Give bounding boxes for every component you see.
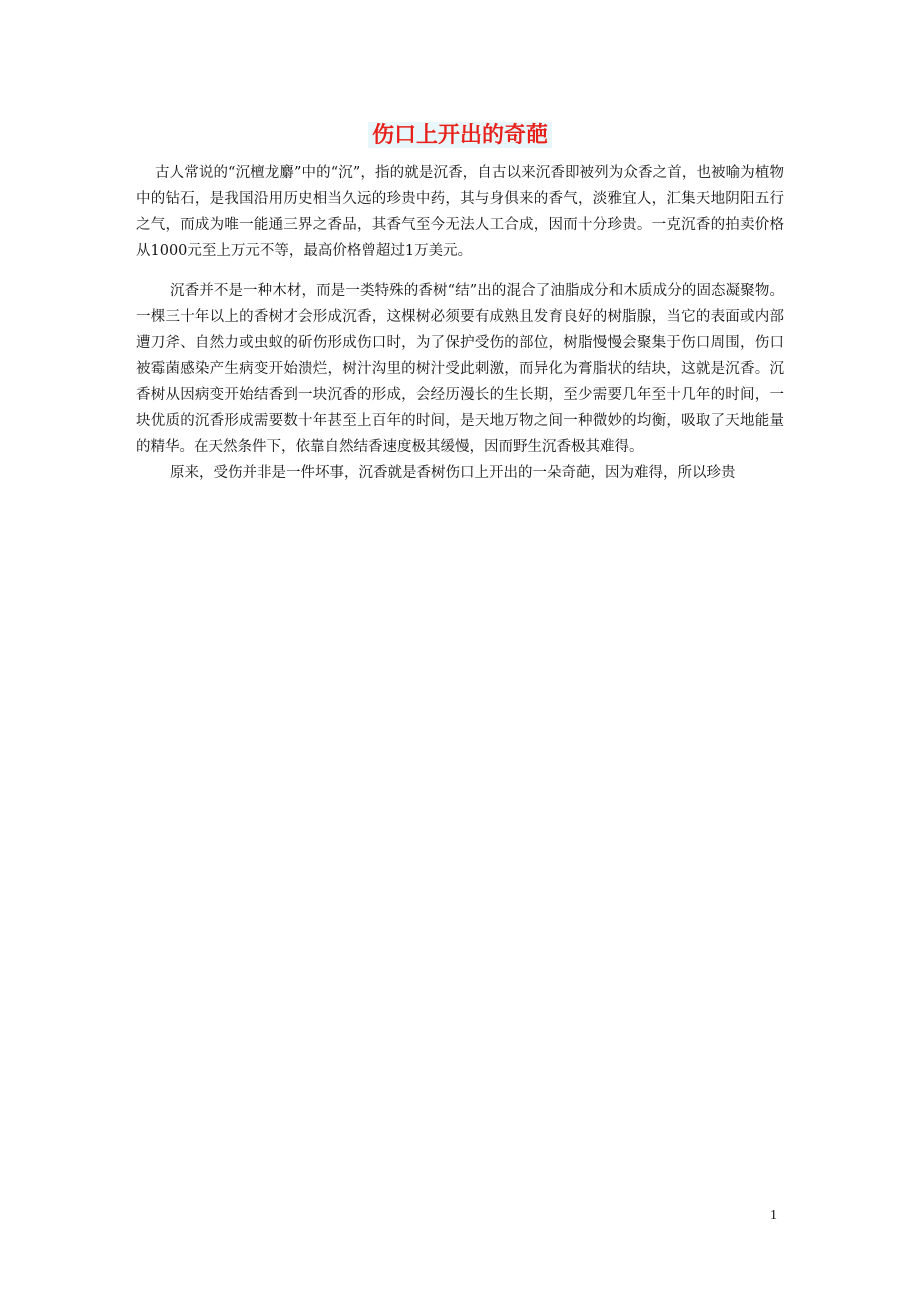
paragraph-2: 沉香并不是一种木材，而是一类特殊的香树“结”出的混合了油脂成分和木质成分的固态凝聚物。一棵三十年以上的香树才会形成沉香，这棵树必须要有成熟且发育良好的树脂腺，当它的表面或内部遭刀斧、自然力或虫蚁的斫伤形成伤口时，为了保护受伤的部位，树脂慢慢会聚集于伤口周围，伤口被霉菌感染产生病变开始溃烂，树汁沟里的树汁受此刺激，而异化为膏脂状的结块，这就是沉香。沉香树从因病变开始结香到一块沉香的形成，会经历漫长的生长期，至少需要几年至十几年的时间，一块优质的沉香形成需要数十年甚至上百年的时间，是天地万物之间一种微妙的均衡，吸取了天地能量的精华。在天然条件下，依靠自然结香速度极其缓慢，因而野生沉香极其难得。 <box>136 283 784 455</box>
paragraph-1: 古人常说的“沉檀龙麝”中的“沉”，指的就是沉香，自古以来沉香即被列为众香之首，也被喻为植物中的钻石，是我国沿用历史相当久远的珍贵中药，其与身俱来的香气，淡雅宜人，汇集天地阴阳五行之气，而成为唯一能通三界之香品，其香气至今无法人工合成，因而十分珍贵。一克沉香的拍卖价格从1000元至上万元不等，最高价格曾超过1万美元。 <box>136 165 784 259</box>
page-title <box>0 118 920 152</box>
title-text: 伤口上开出的奇葩 <box>368 122 552 148</box>
paragraph-3: 原来，受伤并非是一件坏事，沉香就是香树伤口上开出的一朵奇葩，因为难得，所以珍贵 <box>170 465 736 481</box>
page-number: 1 <box>770 1208 777 1223</box>
